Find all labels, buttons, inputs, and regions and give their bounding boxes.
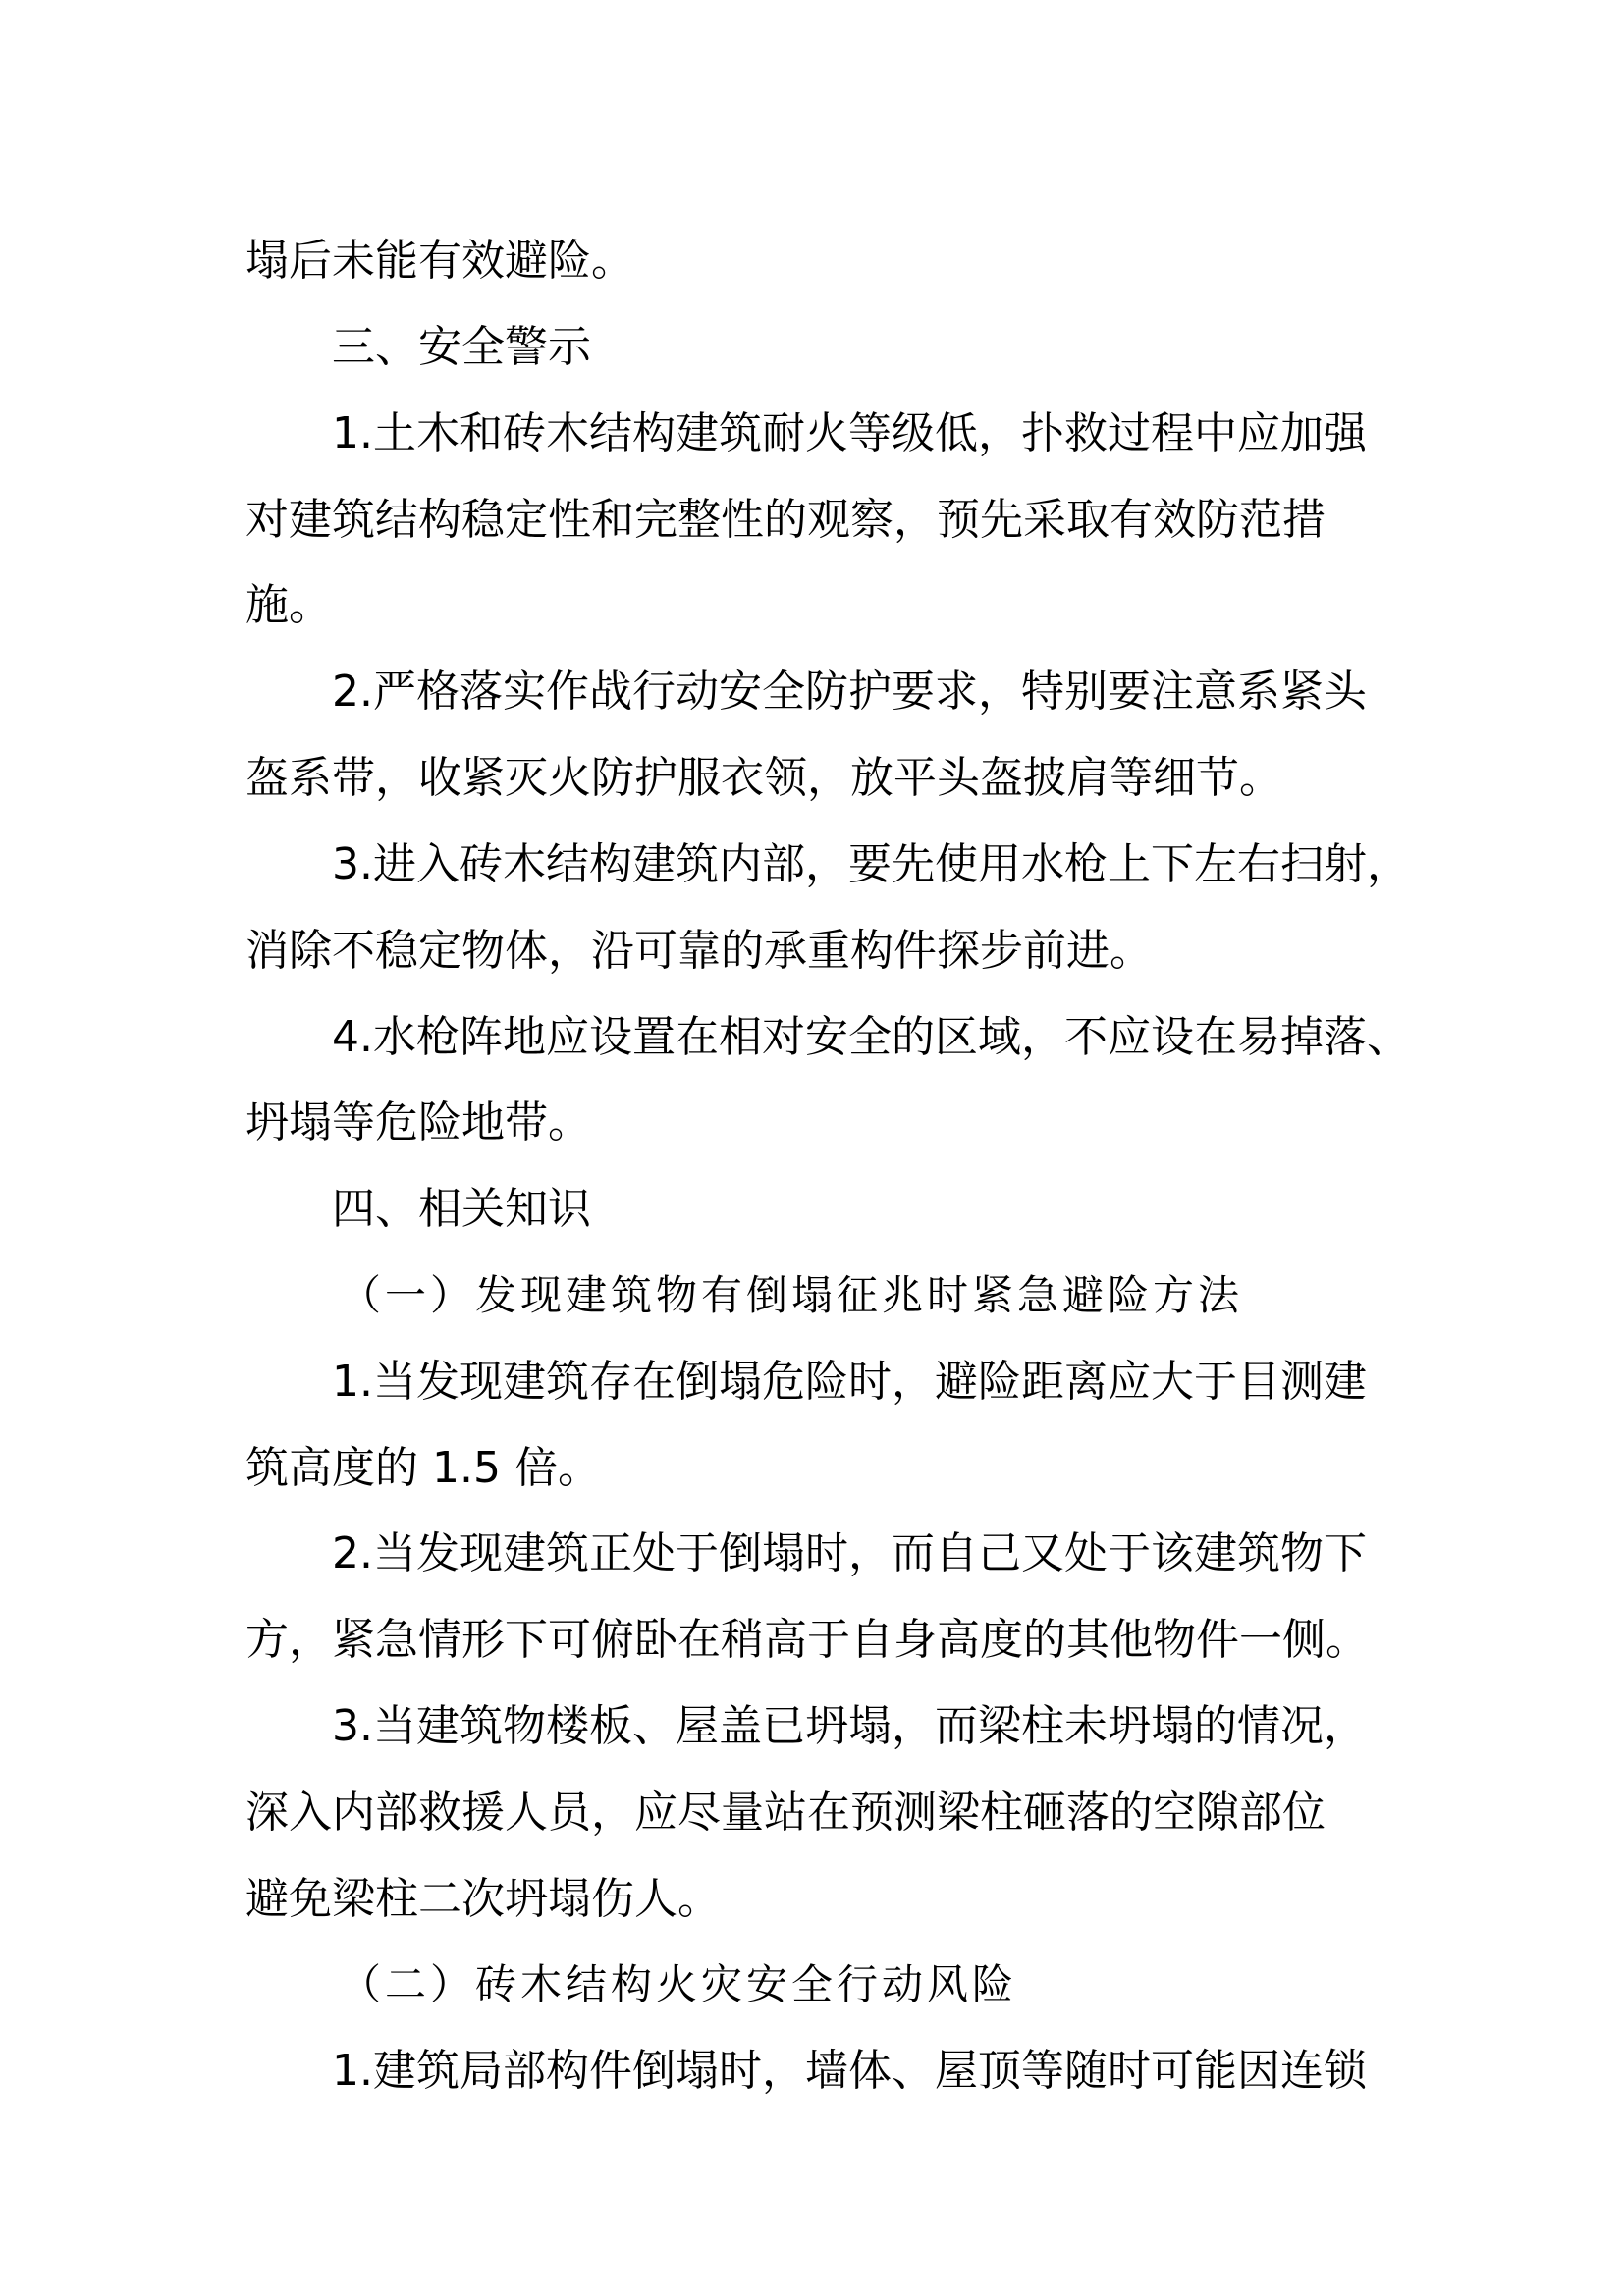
- paragraph-line: 2.严格落实作战行动安全防护要求，特别要注意系紧头: [332, 667, 1367, 717]
- paragraph-line: 避免梁柱二次坍塌伤人。: [245, 1874, 721, 1924]
- paragraph-line: 塌后未能有效避险。: [245, 236, 634, 286]
- paragraph-line: 1.土木和砖木结构建筑耐火等级低，扑救过程中应加强: [332, 408, 1367, 458]
- paragraph-line: 盔系带，收紧灭火防护服衣领，放平头盔披肩等细节。: [245, 753, 1282, 803]
- subsection-heading: （二）砖木结构火灾安全行动风险: [340, 1960, 1018, 2008]
- section-heading: 四、相关知识: [332, 1184, 591, 1234]
- paragraph-line: 方，紧急情形下可俯卧在稍高于自身高度的其他物件一侧。: [245, 1615, 1369, 1665]
- paragraph-line: 深入内部救援人员，应尽量站在预测梁柱砸落的空隙部位: [245, 1788, 1326, 1838]
- paragraph-line: 3.进入砖木结构建筑内部，要先使用水枪上下左右扫射，: [332, 839, 1410, 889]
- paragraph-line: 消除不稳定物体，沿可靠的承重构件探步前进。: [245, 926, 1153, 976]
- subsection-heading: （一）发现建筑物有倒塌征兆时紧急避险方法: [340, 1271, 1244, 1319]
- paragraph-line: 1.当发现建筑存在倒塌危险时，避险距离应大于目测建: [332, 1357, 1367, 1407]
- paragraph-line: 对建筑结构稳定性和完整性的观察，预先采取有效防范措: [245, 495, 1326, 545]
- paragraph-line: 施。: [245, 580, 332, 630]
- paragraph-line: 坍塌等危险地带。: [245, 1097, 591, 1148]
- paragraph-line: 3.当建筑物楼板、屋盖已坍塌，而梁柱未坍塌的情况，: [332, 1701, 1367, 1751]
- paragraph-line: 2.当发现建筑正处于倒塌时，而自己又处于该建筑物下: [332, 1528, 1367, 1578]
- section-heading: 三、安全警示: [332, 322, 591, 372]
- paragraph-line: 1.建筑局部构件倒塌时，墙体、屋顶等随时可能因连锁: [332, 2046, 1367, 2096]
- paragraph-line: 筑高度的 1.5 倍。: [245, 1443, 601, 1493]
- paragraph-line: 4.水枪阵地应设置在相对安全的区域，不应设在易掉落、: [332, 1012, 1410, 1062]
